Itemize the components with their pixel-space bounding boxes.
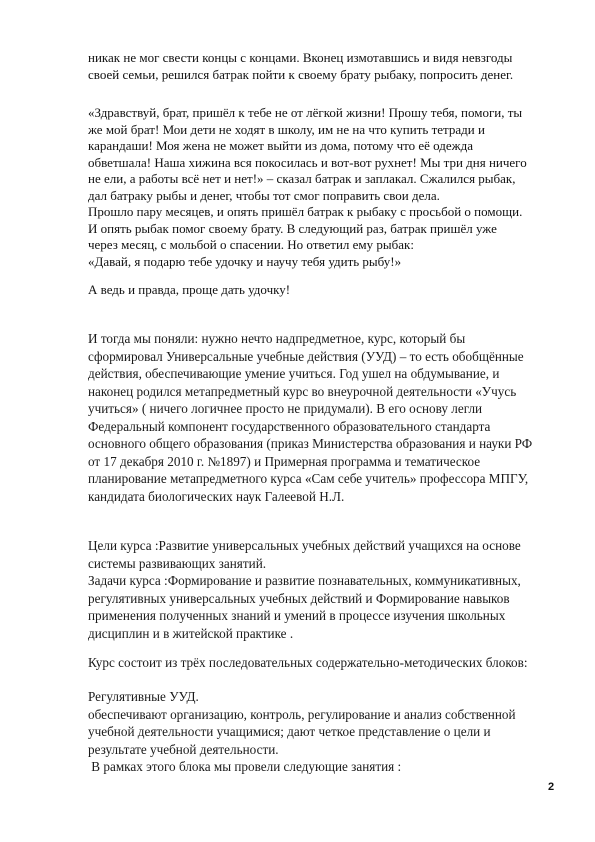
text-line: Цели курса :Развитие универсальных учебных действий учащихся на основе	[88, 538, 521, 553]
course-goals-paragraph	[88, 537, 521, 642]
text-line: «Давай, я подарю тебе удочку и научу тебя удить рыбу!»	[88, 253, 402, 269]
text-line: И опять рыбак помог своему брату. В следующий раз, батрак пришёл уже	[88, 220, 497, 236]
text-line: системы развивающих занятий.	[88, 555, 267, 571]
text-line: Прошло пару месяцев, и опять пришёл батрак к рыбаку с просьбой о помощи.	[88, 204, 523, 219]
text-line: Регулятивные УУД.	[88, 689, 199, 704]
text-line: кандидата биологических наук Галеевой Н.Л.	[88, 488, 345, 504]
story-paragraph-2	[88, 105, 527, 270]
text-line: никак не мог свести концы с концами. Вконец измотавшись и видя невзгоды	[88, 50, 513, 65]
text-line: Курс состоит из трёх последовательных содержательно-методических блоков:	[88, 655, 528, 670]
text-line: результате учебной деятельности.	[88, 741, 279, 757]
text-line: обеспечивают организацию, контроль, регулирование и анализ собственной	[88, 706, 516, 722]
text-line: учиться» ( ничего логичнее просто не придумали). В его основу легли	[88, 401, 483, 416]
course-intro-paragraph	[88, 330, 532, 505]
text-line: применения полученных знаний и умений в процессе изучения школьных	[88, 608, 506, 623]
text-line: дисциплин и в житейской практике .	[88, 625, 294, 641]
text-line: сформировал Универсальные учебные действия (УУД) – то есть обобщённые	[88, 348, 524, 364]
text-line: регулятивных универсальных учебных действий и Формирование навыков	[88, 590, 510, 606]
text-line: действия, обеспечивающие умение учиться. Год ушел на обдумывание, и	[88, 366, 500, 381]
text-line: от 17 декабря 2010 г. №1897) и Примерная программа и тематическое	[88, 453, 481, 469]
story-paragraph-1	[88, 50, 513, 83]
text-line: планирование метапредметного курса «Сам себе учитель» профессора МПГУ,	[88, 471, 529, 486]
text-line: наконец родился метапредметный курс во внеурочной деятельности «Учусь	[88, 383, 517, 399]
text-line: не ели, а работы всё нет и нет!» – сказал батрак и заплакал. Сжалился рыбак,	[88, 171, 516, 186]
text-line: «Здравствуй, брат, пришёл к тебе не от лёгкой жизни! Прошу тебя, помоги, ты	[88, 105, 523, 120]
text-line: Федеральный компонент государственного образовательного стандарта	[88, 418, 491, 434]
text-line: обветшала! Наша хижина вся покосилась и вот-вот рухнет! Мы три дня ничего	[88, 154, 527, 170]
text-line: А ведь и правда, проще дать удочку!	[88, 282, 291, 297]
course-structure-paragraph	[88, 654, 528, 672]
text-line: В рамках этого блока мы провели следующие занятия :	[88, 759, 402, 774]
text-line: дал батраку рыбы и денег, чтобы тот смог поправить свои дела.	[88, 187, 440, 203]
text-line: через месяц, с мольбой о спасении. Но ответил ему рыбак:	[88, 237, 414, 252]
text-line: карандаши! Моя жена не может выйти из дома, потому что её одежда	[88, 138, 474, 153]
text-line: своей семьи, решился батрак пойти к своему брату рыбаку, попросить денег.	[88, 66, 514, 82]
page-number: 2	[548, 781, 555, 793]
text-line: И тогда мы поняли: нужно нечто надпредметное, курс, который бы	[88, 331, 466, 346]
regulatory-uud-paragraph	[88, 688, 516, 776]
text-line: Задачи курса :Формирование и развитие познавательных, коммуникативных,	[88, 573, 521, 588]
story-paragraph-3	[88, 282, 290, 299]
text-line: основного общего образования (приказ Министерства образования и науки РФ	[88, 436, 533, 451]
text-line: учебной деятельности учащимися; дают четкое представление о цели и	[88, 724, 491, 739]
text-line: же мой брат! Мои дети не ходят в школу, им не на что купить тетради и	[88, 121, 485, 137]
